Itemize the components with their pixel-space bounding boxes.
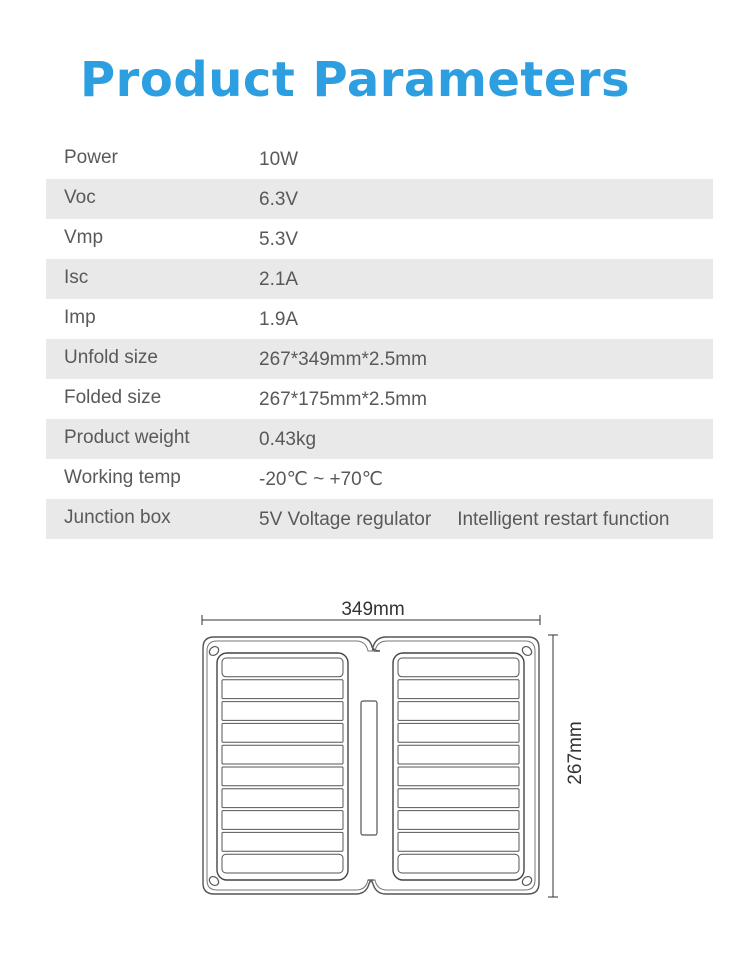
param-label-power: Power xyxy=(64,147,118,168)
param-label-product-weight: Product weight xyxy=(64,427,190,448)
right-panel-cell xyxy=(398,658,519,677)
right-panel-cell xyxy=(398,811,519,830)
table-row xyxy=(46,179,713,219)
param-label-imp: Imp xyxy=(64,307,96,328)
param-value-product-weight: 0.43kg xyxy=(259,428,317,450)
right-panel-cell xyxy=(398,789,519,808)
table-row xyxy=(46,139,713,179)
table-row xyxy=(46,499,713,539)
width-label: 349mm xyxy=(341,599,405,620)
left-panel-cell xyxy=(222,680,343,699)
right-panel-cell xyxy=(398,680,519,699)
height-label: 267mm xyxy=(565,721,586,785)
param-value-isc: 2.1A xyxy=(259,268,299,290)
param-value-vmp: 5.3V xyxy=(259,228,299,250)
parameters-table xyxy=(46,139,713,539)
left-panel-cell xyxy=(222,789,343,808)
param-value-folded-size: 267*175mm*2.5mm xyxy=(259,388,427,410)
table-row xyxy=(46,419,713,459)
right-panel-cell xyxy=(398,723,519,742)
right-panel-cell xyxy=(398,745,519,764)
table-row xyxy=(46,339,713,379)
table-row xyxy=(46,259,713,299)
param-value-power: 10W xyxy=(259,148,299,170)
param-value-imp: 1.9A xyxy=(259,308,299,330)
param-value-junction-box xyxy=(241,509,669,531)
table-row xyxy=(46,299,713,339)
param-label-voc: Voc xyxy=(64,187,96,208)
table-row xyxy=(46,219,713,259)
param-label-working-temp: Working temp xyxy=(64,467,181,488)
left-panel-cell xyxy=(222,767,343,786)
height-dimension-line xyxy=(548,635,558,897)
param-value-voc: 6.3V xyxy=(259,188,299,210)
left-panel-cell xyxy=(222,723,343,742)
param-label-isc: Isc xyxy=(64,267,89,288)
center-slot xyxy=(361,701,377,835)
right-panel-cell xyxy=(398,767,519,786)
left-panel-cell xyxy=(222,702,343,721)
left-panel-cell xyxy=(222,832,343,851)
left-panel-cell xyxy=(222,658,343,677)
junction-box-value-1: 5V Voltage regulator xyxy=(259,508,432,530)
page-title: Product Parameters xyxy=(80,52,631,108)
left-panel-cell xyxy=(222,745,343,764)
param-label-unfold-size: Unfold size xyxy=(64,347,158,368)
junction-box-value-2: Intelligent restart function xyxy=(457,508,670,530)
right-panel-cell xyxy=(398,702,519,721)
param-value-working-temp: -20℃ ~ +70℃ xyxy=(259,469,384,490)
left-panel-cell xyxy=(222,854,343,873)
param-label-junction-box: Junction box xyxy=(64,507,171,528)
right-panel-cell xyxy=(398,854,519,873)
left-panel-cell xyxy=(222,811,343,830)
param-label-vmp: Vmp xyxy=(64,227,104,248)
right-panel-cell xyxy=(398,832,519,851)
param-label-folded-size: Folded size xyxy=(64,387,162,408)
param-value-unfold-size: 267*349mm*2.5mm xyxy=(259,348,427,370)
table-row xyxy=(46,379,713,419)
solar-panel-diagram xyxy=(0,590,750,910)
table-row xyxy=(46,459,713,499)
